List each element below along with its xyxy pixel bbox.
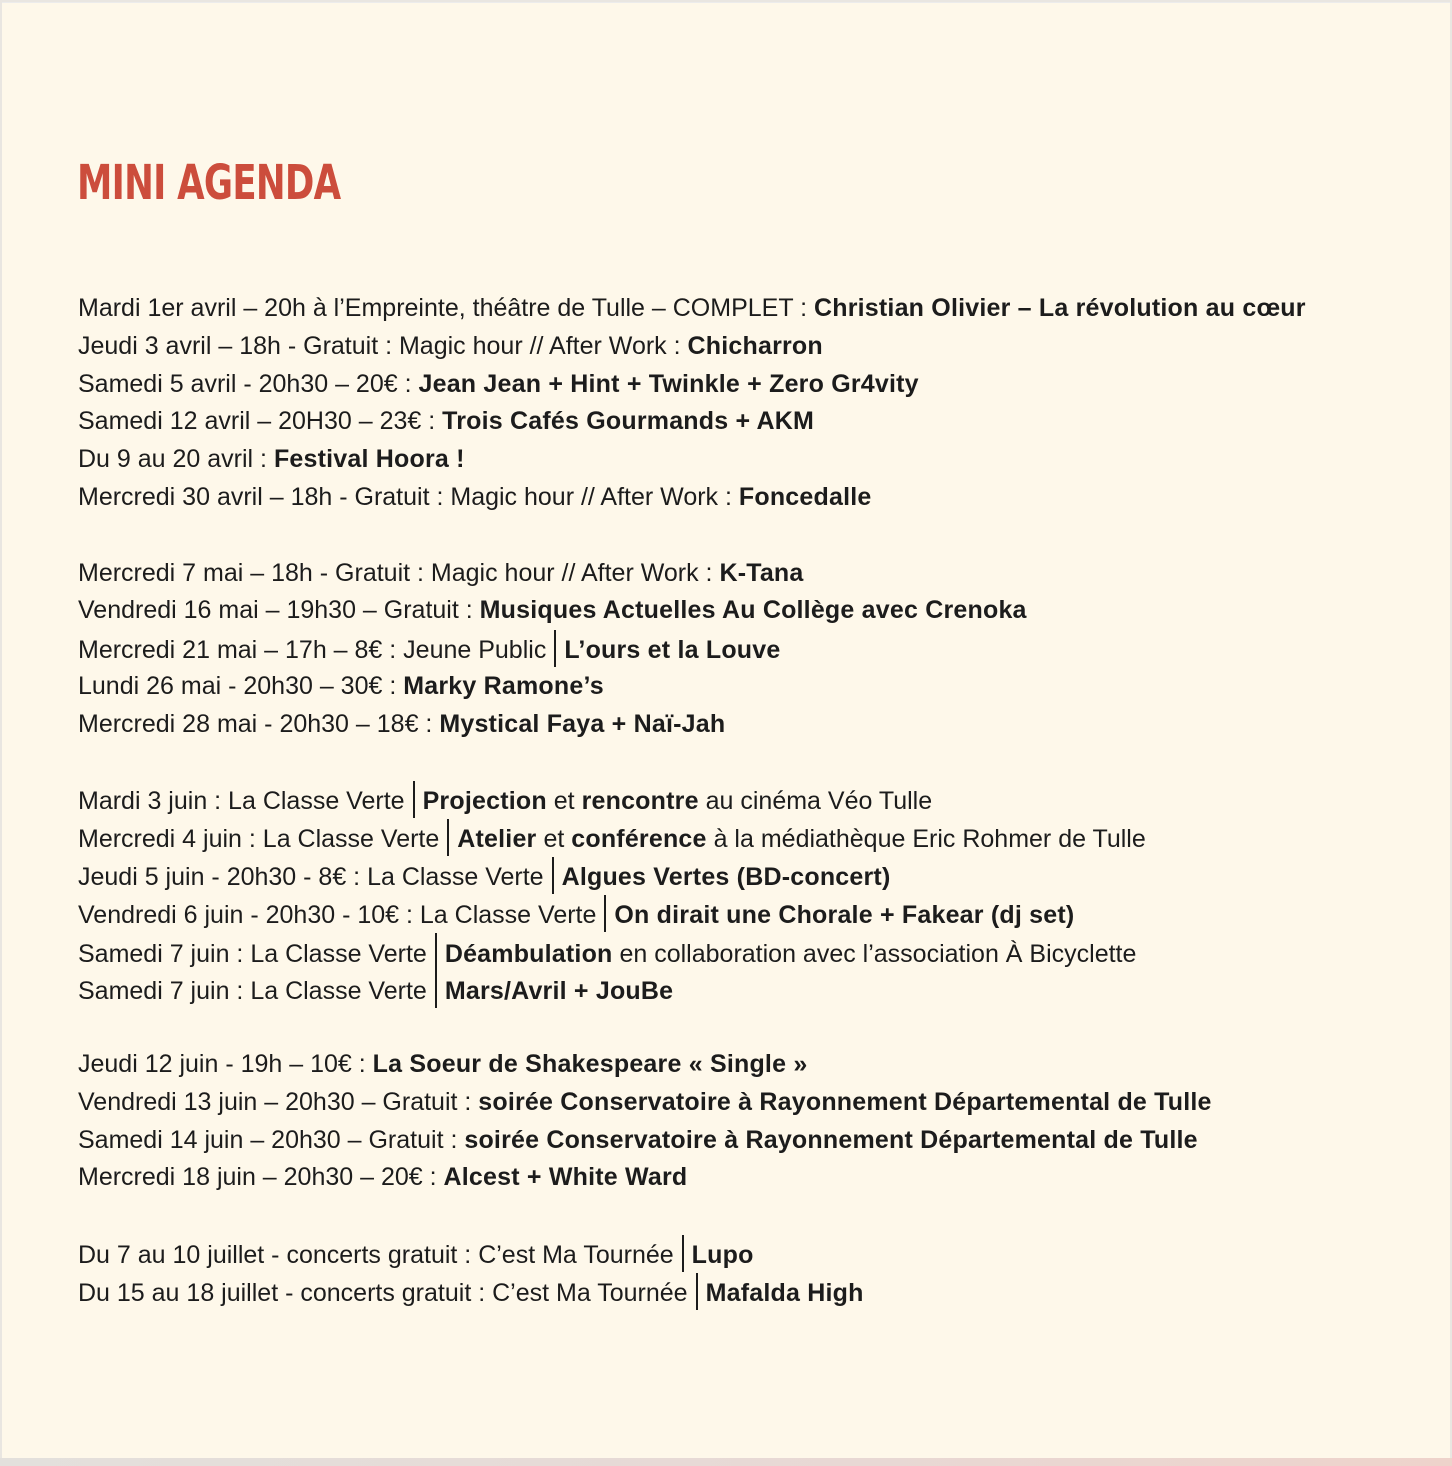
- agenda-item-event: K-Tana: [719, 558, 804, 587]
- agenda-item-event: Marky Ramone’s: [403, 671, 604, 700]
- agenda-item-event: Atelier: [457, 825, 537, 854]
- agenda-item: [78, 290, 1438, 328]
- agenda-item-details: Jeudi 5 juin - 20h30 - 8€ : La Classe Verte: [78, 862, 544, 891]
- agenda-item: [78, 403, 1438, 441]
- agenda-item-details: Jeudi 12 juin - 19h – 10€ :: [78, 1049, 373, 1078]
- agenda-item-event: Musiques Actuelles Au Collège avec Crenoka: [479, 596, 1027, 625]
- agenda-group-june: [78, 1046, 1438, 1197]
- agenda-item: [78, 1122, 1438, 1160]
- separator-bar: [552, 857, 554, 894]
- agenda-item-event: Mystical Faya + Naï-Jah: [439, 709, 726, 738]
- agenda-item: [78, 555, 1438, 593]
- agenda-item-details: Du 15 au 18 juillet - concerts gratuit : C’est Ma Tournée: [78, 1278, 688, 1307]
- agenda-list: [78, 290, 1438, 1311]
- agenda-item-event: Déambulation: [444, 939, 613, 968]
- agenda-group-june-classe-verte: [78, 781, 1438, 1008]
- agenda-group-april: [78, 290, 1438, 517]
- agenda-item-event: Foncedalle: [738, 482, 872, 511]
- separator-bar: [696, 1273, 698, 1310]
- agenda-item-details: Du 7 au 10 juillet - concerts gratuit : C’est Ma Tournée: [78, 1240, 674, 1269]
- agenda-item-details: Mercredi 28 mai - 20h30 – 18€ :: [78, 709, 440, 738]
- agenda-item-event: conférence: [571, 825, 707, 854]
- separator-bar: [554, 630, 556, 667]
- bottom-edge: [0, 1458, 1452, 1466]
- separator-bar: [447, 819, 449, 856]
- agenda-item-event: Christian Olivier – La révolution au cœur: [814, 294, 1306, 322]
- agenda-item-connector: et: [536, 825, 572, 854]
- agenda-item: [78, 479, 1438, 517]
- agenda-item-details: Mercredi 18 juin – 20h30 – 20€ :: [78, 1163, 444, 1192]
- agenda-item-details: Mercredi 4 juin : La Classe Verte: [78, 825, 440, 854]
- agenda-item-event: Trois Cafés Gourmands + AKM: [442, 407, 815, 436]
- agenda-group-july: [78, 1235, 1438, 1311]
- agenda-item-event: Festival Hoora !: [273, 445, 465, 474]
- agenda-item-details: Samedi 7 juin : La Classe Verte: [78, 939, 427, 968]
- agenda-item-details: Vendredi 16 mai – 19h30 – Gratuit :: [78, 596, 480, 625]
- agenda-item: [78, 592, 1438, 630]
- agenda-item-event: Jean Jean + Hint + Twinkle + Zero Gr4vity: [418, 369, 919, 398]
- separator-bar: [435, 970, 437, 1008]
- agenda-item: [78, 933, 1438, 971]
- agenda-item-event: Chicharron: [687, 331, 823, 360]
- separator-bar: [682, 1235, 684, 1272]
- agenda-item-event: Lupo: [691, 1240, 754, 1269]
- agenda-item-event: Mars/Avril + JouBe: [444, 977, 674, 1006]
- agenda-item-event: Alcest + White Ward: [443, 1163, 688, 1192]
- agenda-item: [78, 668, 1438, 706]
- agenda-item-event: L’ours et la Louve: [564, 636, 781, 665]
- agenda-item-details: Mercredi 7 mai – 18h - Gratuit : Magic hour // After Work :: [78, 558, 720, 587]
- agenda-item-details: Samedi 5 avril - 20h30 – 20€ :: [78, 369, 419, 398]
- agenda-item-location: au cinéma Véo Tulle: [698, 787, 933, 816]
- agenda-item: [78, 1235, 1438, 1273]
- agenda-item-details: Mardi 1er avril – 20h à l’Empreinte, théâtre de Tulle – COMPLET :: [78, 294, 814, 322]
- agenda-item: [78, 441, 1438, 479]
- agenda-item-event: rencontre: [581, 787, 699, 816]
- agenda-item-event: Projection: [422, 787, 547, 816]
- agenda-item-event: Algues Vertes (BD-concert): [561, 862, 891, 891]
- agenda-item-details: Mercredi 30 avril – 18h - Gratuit : Magic hour // After Work :: [78, 482, 739, 511]
- agenda-item-event: soirée Conservatoire à Rayonnement Départemental de Tulle: [464, 1125, 1198, 1154]
- agenda-item-details: Du 9 au 20 avril :: [78, 445, 274, 474]
- agenda-item-details: Samedi 7 juin : La Classe Verte: [78, 977, 427, 1006]
- agenda-group-may: [78, 555, 1438, 744]
- agenda-item-event: La Soeur de Shakespeare « Single »: [372, 1049, 808, 1078]
- agenda-item: [78, 781, 1438, 819]
- page-title: MINI AGENDA: [77, 155, 341, 211]
- separator-bar: [604, 895, 606, 932]
- agenda-item: [78, 1159, 1438, 1197]
- agenda-item: [78, 366, 1438, 404]
- agenda-item-details: Vendredi 6 juin - 20h30 - 10€ : La Classe Verte: [78, 900, 597, 929]
- agenda-item-details: Samedi 12 avril – 20H30 – 23€ :: [78, 407, 443, 436]
- agenda-item-details: Mercredi 21 mai – 17h – 8€ : Jeune Public: [78, 636, 547, 665]
- agenda-item: [78, 857, 1438, 895]
- agenda-item: [78, 1273, 1438, 1311]
- agenda-item-details: Vendredi 13 juin – 20h30 – Gratuit :: [78, 1087, 479, 1116]
- agenda-item-event: On dirait une Chorale + Fakear (dj set): [614, 900, 1075, 929]
- agenda-item: [78, 970, 1438, 1008]
- agenda-card: [2, 2, 1450, 1458]
- agenda-item-location: en collaboration avec l’association À Bicyclette: [612, 939, 1137, 968]
- agenda-item-details: Jeudi 3 avril – 18h - Gratuit : Magic hour // After Work :: [78, 331, 688, 360]
- separator-bar: [435, 933, 437, 971]
- agenda-item-details: Mardi 3 juin : La Classe Verte: [78, 787, 405, 816]
- agenda-item: [78, 630, 1438, 668]
- agenda-item-location: à la médiathèque Eric Rohmer de Tulle: [706, 825, 1146, 854]
- agenda-item: [78, 706, 1438, 744]
- agenda-item: [78, 895, 1438, 933]
- agenda-item: [78, 1084, 1438, 1122]
- separator-bar: [413, 781, 415, 818]
- agenda-item: [78, 819, 1438, 857]
- agenda-item-details: Lundi 26 mai - 20h30 – 30€ :: [78, 671, 404, 700]
- agenda-item: [78, 328, 1438, 366]
- agenda-item-details: Samedi 14 juin – 20h30 – Gratuit :: [78, 1125, 465, 1154]
- agenda-item-event: Mafalda High: [705, 1278, 864, 1307]
- agenda-item-connector: et: [546, 787, 582, 816]
- agenda-item: [78, 1046, 1438, 1084]
- agenda-item-event: soirée Conservatoire à Rayonnement Départemental de Tulle: [478, 1087, 1212, 1116]
